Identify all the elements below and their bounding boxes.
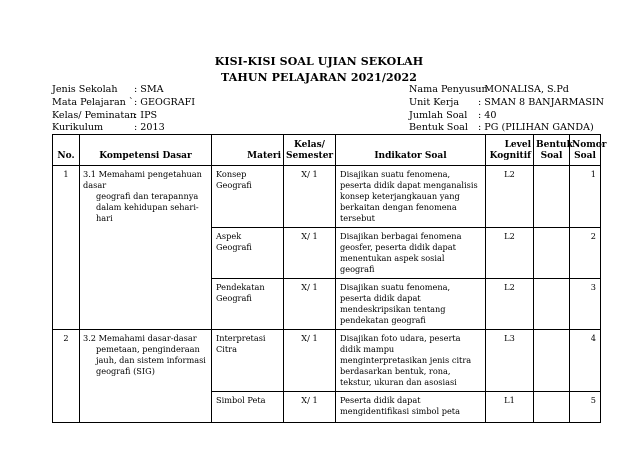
cell-indikator: Disajikan suatu fenomena, peserta didik dapat mendeskripsikan tentang pendekatan geografi: [336, 279, 486, 330]
table-header-row: [53, 135, 601, 166]
cell-indikator: Disajikan suatu fenomena, peserta didik dapat menganalisis konsep keterjangkauan yang berkaitan dengan fenomena tersebut: [336, 166, 486, 228]
meta-value: : GEOGRAFI: [134, 96, 196, 108]
cell-materi: Konsep Geografi: [212, 166, 284, 228]
cell-bentuk: [534, 279, 570, 330]
header-materi: Materi: [212, 135, 284, 166]
cell-level: L2: [486, 166, 534, 228]
meta-key: Bentuk Soal: [409, 122, 468, 134]
header-nomor-soal: Nomor Soal: [570, 135, 601, 166]
cell-indikator: Peserta didik dapat mengidentifikasi simbol peta: [336, 392, 486, 423]
meta-value: : IPS: [134, 109, 158, 121]
cell-kelas: X/ 1: [284, 228, 336, 279]
cell-materi: Pendekatan Geografi: [212, 279, 284, 330]
cell-no: 1: [53, 166, 80, 330]
table-row: [53, 166, 601, 228]
cell-kompetensi-dasar: [80, 330, 212, 423]
meta-key: Mata Pelajaran `: [52, 96, 134, 108]
meta-key: Kelas/ Peminatan: [52, 109, 137, 121]
cell-nomor: 2: [570, 228, 601, 279]
cell-nomor: 4: [570, 330, 601, 392]
cell-indikator: Disajikan berbagai fenomena geosfer, peserta didik dapat menentukan aspek sosial geografi: [336, 228, 486, 279]
meta-right: [409, 84, 604, 135]
meta-key: Kurikulum: [52, 122, 104, 134]
cell-indikator: Disajikan foto udara, peserta didik mampu menginterpretasikan jenis citra berdasarkan bentuk, rona, tekstur, ukuran dan asosiasi: [336, 330, 486, 392]
cell-kelas: X/ 1: [284, 166, 336, 228]
header-indikator-soal: Indikator Soal: [336, 135, 486, 166]
cell-level: L3: [486, 330, 534, 392]
meta-value: : SMAN 8 BANJARMASIN: [478, 96, 605, 108]
meta-key: Jenis Sekolah: [52, 84, 118, 95]
header-no: No.: [53, 135, 80, 166]
cell-bentuk: [534, 166, 570, 228]
meta-value: : MONALISA, S.Pd: [478, 84, 569, 95]
meta-row: [52, 97, 195, 110]
cell-kelas: X/ 1: [284, 279, 336, 330]
header-kelas-semester: Kelas/ Semester: [284, 135, 336, 166]
header-bentuk-soal: Bentuk Soal: [534, 135, 570, 166]
meta-left: [52, 84, 195, 135]
document-subtitle: TAHUN PELAJARAN 2021/2022: [221, 71, 417, 84]
cell-level: L2: [486, 279, 534, 330]
meta-value: : PG (PILIHAN GANDA): [478, 122, 594, 134]
header-level-kognitif: Level Kognitif: [486, 135, 534, 166]
meta-value: : 2013: [134, 122, 165, 134]
cell-materi: Simbol Peta: [212, 392, 284, 423]
cell-bentuk: [534, 392, 570, 423]
cell-nomor: 3: [570, 279, 601, 330]
cell-level: L2: [486, 228, 534, 279]
meta-row: [409, 97, 604, 110]
cell-materi: Interpretasi Citra: [212, 330, 284, 392]
header-kompetensi-dasar: Kompetensi Dasar: [80, 135, 212, 166]
cell-kelas: X/ 1: [284, 330, 336, 392]
meta-row: [52, 110, 195, 123]
meta-key: Nama Penyusun: [409, 84, 488, 95]
meta-row: [409, 84, 604, 97]
cell-level: L1: [486, 392, 534, 423]
table-row: [53, 330, 601, 392]
cell-bentuk: [534, 330, 570, 392]
cell-kompetensi-dasar: [80, 166, 212, 330]
meta-value: : SMA: [134, 84, 164, 95]
cell-kelas: X/ 1: [284, 392, 336, 423]
cell-nomor: 1: [570, 166, 601, 228]
meta-value: : 40: [478, 109, 497, 121]
cell-materi: Aspek Geografi: [212, 228, 284, 279]
meta-key: Jumlah Soal: [409, 109, 468, 121]
meta-row: [409, 110, 604, 123]
kisi-kisi-table: [52, 134, 607, 423]
meta-key: Unit Kerja: [409, 96, 460, 108]
meta-row: [52, 84, 195, 97]
cell-bentuk: [534, 228, 570, 279]
cell-no: 2: [53, 330, 80, 423]
document-title: KISI-KISI SOAL UJIAN SEKOLAH: [214, 55, 424, 68]
kd-first-line: 3.1 Memahami pengetahuan dasar: [83, 169, 202, 190]
kd-first-line: 3.2 Memahami dasar-dasar: [83, 333, 197, 343]
cell-nomor: 5: [570, 392, 601, 423]
kd-continuation: geografi dan terapannya dalam kehidupan sehari-hari: [96, 191, 199, 223]
kd-continuation: pemetaan, penginderaan jauh, dan sistem informasi geografi (SIG): [96, 344, 206, 376]
